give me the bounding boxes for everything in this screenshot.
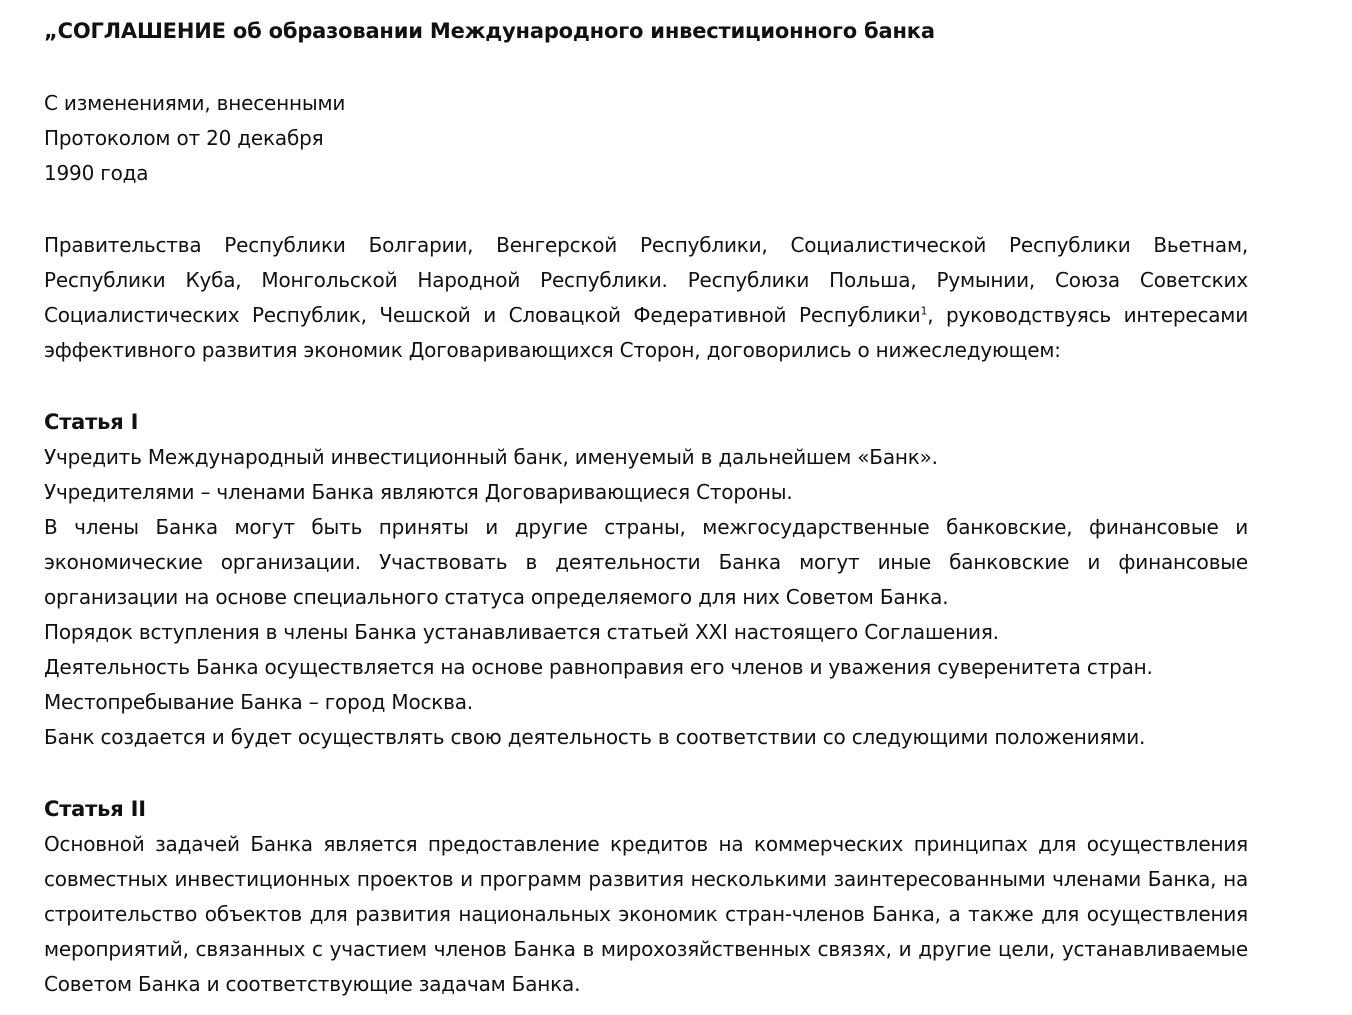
- footnote-reference[interactable]: 1: [920, 304, 928, 318]
- preamble-text: Правительства Республики Болгарии, Венгерской Республики, Социалистической Республики Вьетнам, Республики Куба, Монгольской Народной Республики. Республики Польша, Румынии, Союза Советских Социалистических Республик, Чешской и Словацкой Федеративной Республики: [44, 233, 1248, 327]
- article-heading: Статья II: [44, 797, 146, 821]
- article-1: [44, 405, 1248, 755]
- amendment-note-line: Протоколом от 20 декабря: [44, 126, 324, 150]
- amendment-note-line: 1990 года: [44, 161, 149, 185]
- document-title: „СОГЛАШЕНИЕ об образовании Международного инвестиционного банка: [44, 19, 935, 43]
- preamble-paragraph: [44, 228, 1248, 368]
- spacer: [44, 755, 1248, 792]
- article-paragraph: Основной задачей Банка является предоставление кредитов на коммерческих принципах для осуществления совместных инвестиционных проектов и программ развития несколькими заинтересованными членами Банка, на строительство объектов для развития национальных экономик стран-членов Банка, а также для осуществления мероприятий, связанных с участием членов Банка в мирохозяйственных связях, и другие цели, устанавливаемые Советом Банка и соответствующие задачам Банка.: [44, 832, 1248, 996]
- document-page: [44, 14, 1248, 1002]
- article-paragraph: Учредителями – членами Банка являются Договаривающиеся Стороны.: [44, 480, 793, 504]
- article-paragraph: Учредить Международный инвестиционный банк, именуемый в дальнейшем «Банк».: [44, 445, 938, 469]
- preamble-text-continued: , руководствуясь интересами эффективного развития экономик Договаривающихся Сторон, договорились о нижеследующем:: [44, 303, 1248, 362]
- article-paragraph: Банк создается и будет осуществлять свою деятельность в соответствии со следующими положениями.: [44, 725, 1146, 749]
- article-paragraph: В члены Банка могут быть приняты и другие страны, межгосударственные банковские, финансовые и экономические организации. Участвовать в деятельности Банка могут иные банковские и финансовые организации на основе специального статуса определяемого для них Советом Банка.: [44, 515, 1248, 609]
- article-2: [44, 792, 1248, 1002]
- spacer: [44, 49, 1248, 86]
- article-paragraph: Порядок вступления в члены Банка устанавливается статьей XXI настоящего Соглашения.: [44, 620, 999, 644]
- spacer: [44, 191, 1248, 228]
- article-paragraph: Местопребывание Банка – город Москва.: [44, 690, 473, 714]
- amendment-note-line: С изменениями, внесенными: [44, 91, 346, 115]
- amendment-note: [44, 86, 1248, 191]
- spacer: [44, 368, 1248, 405]
- article-heading: Статья I: [44, 410, 139, 434]
- article-paragraph: Деятельность Банка осуществляется на основе равноправия его членов и уважения суверенитета стран.: [44, 655, 1153, 679]
